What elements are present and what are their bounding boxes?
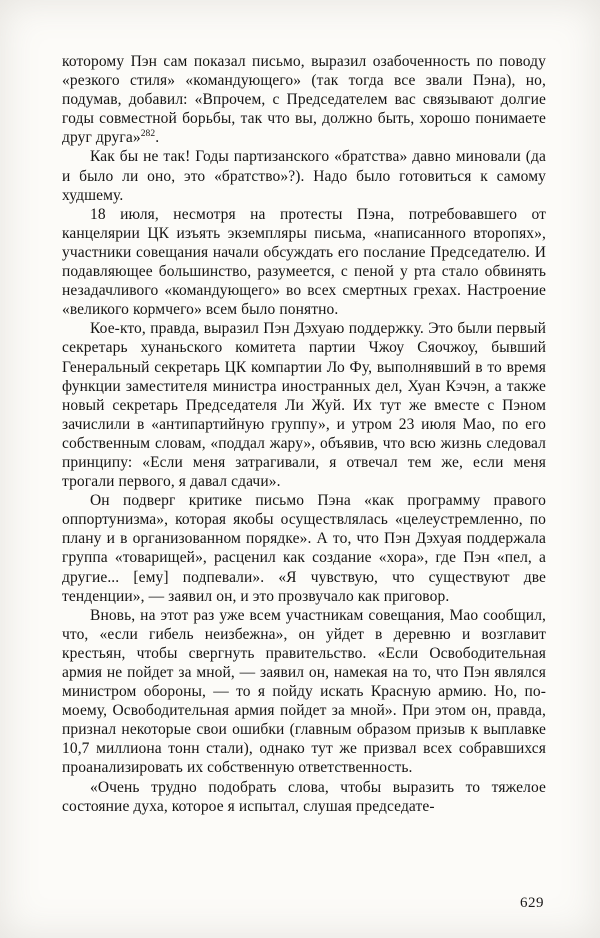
paragraph: «Очень трудно подобрать слова, чтобы выразить то тяжелое состояние духа, которое я испытал, слушая председате- xyxy=(62,778,546,815)
paragraph: Он подверг критике письмо Пэна «как программу правого оппортунизма», которая якобы осуществлялась «целеустремленно, по плану и в организованном порядке». А то, что Пэн Дэхуая поддержала группа «товарищей», расценил как создание «хора», где Пэн «пел, а другие... [ему] подпевали». «Я чувствую, что существуют две тенденции», — заявил он, и это прозвучало как приговор. xyxy=(62,492,546,605)
page-number: 629 xyxy=(520,895,544,911)
footnote-reference: 282 xyxy=(140,129,156,140)
page-text xyxy=(62,52,546,816)
paragraph: Как бы не так! Годы партизанского «братства» давно миновали (да и было ли оно, это «братство»?). Надо было готовиться к самому худшему. xyxy=(62,148,546,204)
paragraph: 18 июля, несмотря на протесты Пэна, потребовавшего от канцелярии ЦК изъять экземпляры письма, «написанного второпях», участники совещания начали обсуждать его послание Председателю. И подавляющее большинство, разумеется, с пеной у рта стало обвинять незадачливого «командующего» во всех смертных грехах. Настроение «великого кормчего» всем было понятно. xyxy=(62,205,546,319)
paragraph: которому Пэн сам показал письмо, выразил озабоченность по поводу «резкого стиля» «командующего» (так тогда все звали Пэна), но, подумав, добавил: «Впрочем, с Председателем вас связывают долгие годы совместной борьбы, так что вы, должно быть, хорошо понимаете друг друга»$^{282}$. xyxy=(62,53,546,147)
paragraph: Вновь, на этот раз уже всем участникам совещания, Мао сообщил, что, «если гибель неизбежна», он уйдет в деревню и возглавит крестьян, чтобы свергнуть правительство. «Если Освободительная армия не пойдет за мной, — заявил он, намекая на то, что Пэн являлся министром обороны, — то я пойду искать Красную армию. Но, по-моему, Освободительная армия пойдет за мной». При этом он, правда, признал некоторые свои ошибки (главным образом призыв к выплавке 10,7 миллиона тонн стали), однако тут же призвал всех собравшихся проанализировать их собственную ответственность. xyxy=(62,606,546,777)
paragraph: Кое-кто, правда, выразил Пэн Дэхуаю поддержку. Это были первый секретарь хунаньского комитета партии Чжоу Сяочжоу, бывший Генеральный секретарь ЦК компартии Ло Фу, выполнявший в то время функции заместителя министра иностранных дел, Хуан Кэчэн, а также новый секретарь Председателя Ли Жуй. Их тут же вместе с Пэном зачислили в «антипартийную группу», и утром 23 июля Мао, по его собственным словам, «поддал жару», объявив, что всю жизнь следовал принципу: «Если меня затрагивали, я отвечал тем же, если меня трогали первого, я давал сдачи». xyxy=(62,320,546,491)
